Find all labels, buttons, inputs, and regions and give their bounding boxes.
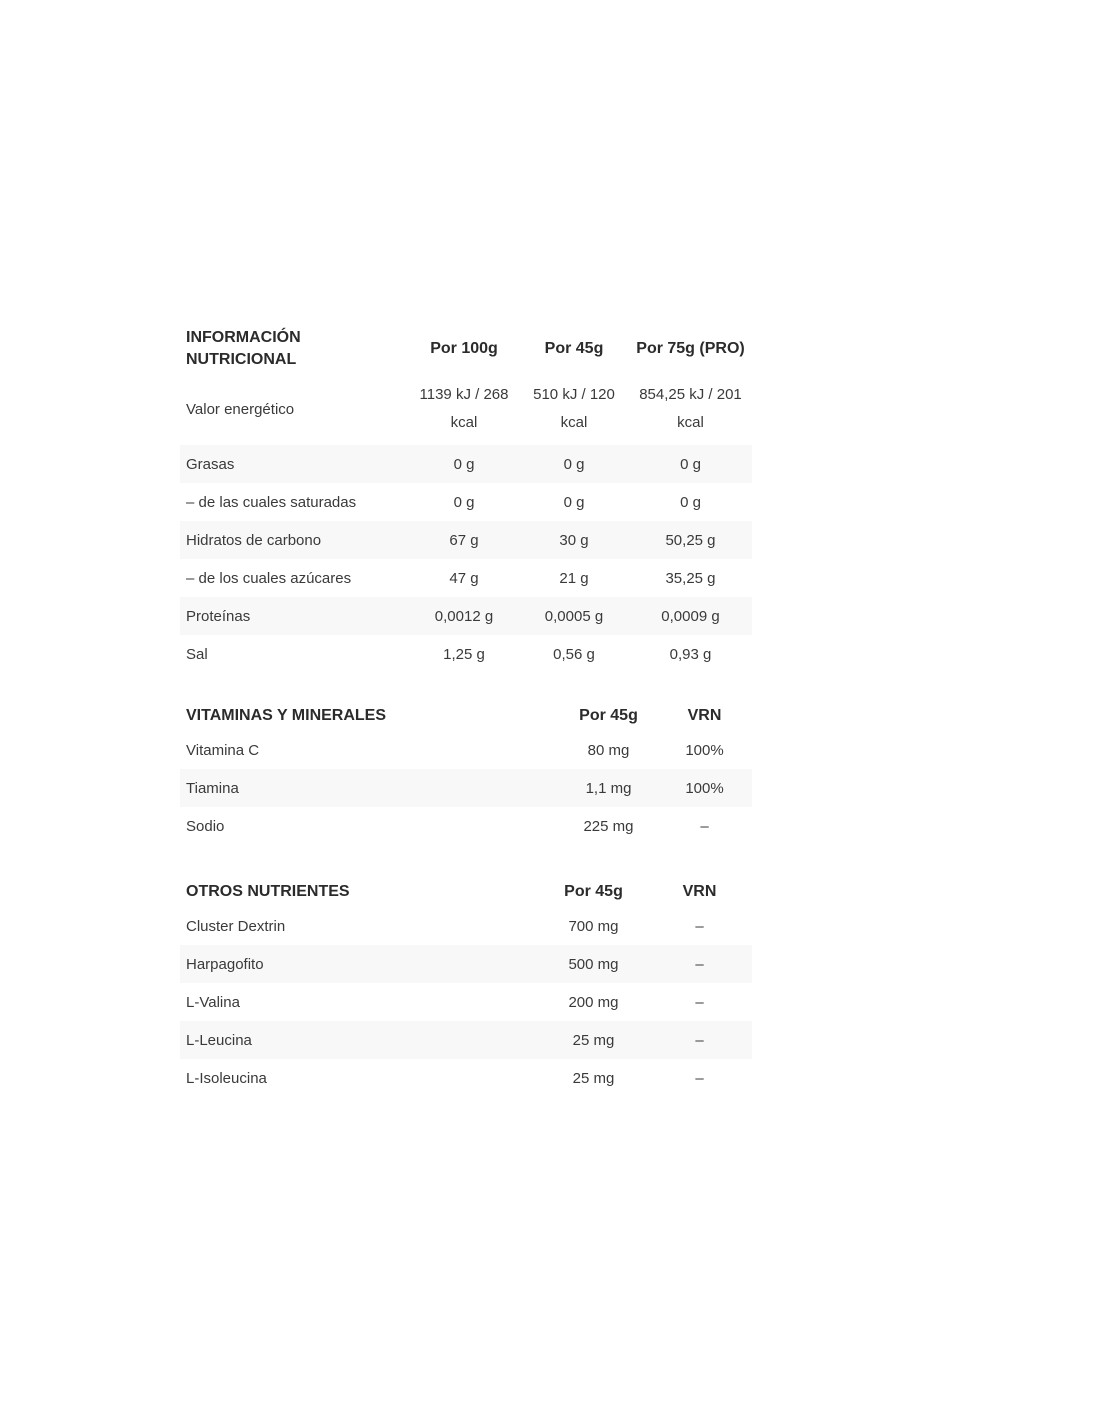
other-nutrients-table <box>180 877 752 1097</box>
nutrition-document <box>180 325 752 1097</box>
cell-value: 25 mg <box>572 1031 615 1049</box>
table-row <box>180 559 752 597</box>
vitamins-table <box>180 701 752 845</box>
row-label: Cluster Dextrin <box>186 917 286 935</box>
cell-value: – <box>695 1069 704 1087</box>
row-label: Proteínas <box>186 607 251 625</box>
table-row <box>180 907 752 945</box>
table-row <box>180 769 752 807</box>
vitamins-table-header <box>180 701 752 731</box>
cell-value: 67 g <box>449 531 479 549</box>
cell-value: 0 g <box>453 455 475 473</box>
other-nutrients-header-label: OTROS NUTRIENTES <box>186 883 350 900</box>
cell-value: 0,93 g <box>669 645 712 663</box>
cell-value: 80 mg <box>587 741 630 759</box>
header-per-45g: Por 45g <box>579 707 638 724</box>
cell-value: – <box>695 955 704 973</box>
header-per-75g-pro: Por 75g (PRO) <box>636 340 745 357</box>
cell-value: 200 mg <box>568 993 619 1011</box>
cell-value: – <box>695 993 704 1011</box>
cell-value: 0 g <box>453 493 475 511</box>
table-row <box>180 597 752 635</box>
table-row <box>180 445 752 483</box>
table-row <box>180 635 752 673</box>
row-label: L-Leucina <box>186 1031 252 1049</box>
cell-value: 0 g <box>563 455 585 473</box>
cell-value: 225 mg <box>583 817 634 835</box>
cell-value: 700 mg <box>568 917 619 935</box>
other-nutrients-table-header <box>180 877 752 907</box>
row-label: Sal <box>186 645 208 663</box>
nutrition-header-label: INFORMACIÓN NUTRICIONAL <box>186 329 301 368</box>
table-row <box>180 983 752 1021</box>
cell-value: 0,0012 g <box>434 607 494 625</box>
table-row <box>180 521 752 559</box>
cell-value: 35,25 g <box>665 569 716 587</box>
row-label: – de las cuales saturadas <box>186 493 357 511</box>
cell-value: 100% <box>685 741 724 759</box>
cell-value: 854,25 kJ / 201 kcal <box>639 386 742 431</box>
row-label: Vitamina C <box>186 741 260 759</box>
cell-value: 0 g <box>680 493 701 511</box>
cell-value: 30 g <box>559 531 589 549</box>
vitamins-header-label: VITAMINAS Y MINERALES <box>186 707 387 724</box>
header-per-100g: Por 100g <box>430 340 498 357</box>
table-row <box>180 807 752 845</box>
cell-value: – <box>695 1031 704 1049</box>
row-label: L-Valina <box>186 993 240 1011</box>
cell-value: 0,56 g <box>553 645 595 663</box>
cell-value: 50,25 g <box>665 531 716 549</box>
cell-value: – <box>695 917 704 935</box>
header-per-45g: Por 45g <box>544 340 604 357</box>
cell-value: 1139 kJ / 268 kcal <box>419 386 509 431</box>
cell-value: 1,25 g <box>443 645 485 663</box>
nutrition-table <box>180 325 752 673</box>
cell-value: 21 g <box>559 569 589 587</box>
cell-value: 47 g <box>449 569 479 587</box>
row-label: Grasas <box>186 455 235 473</box>
header-per-45g: Por 45g <box>564 883 623 900</box>
nutrition-table-header <box>180 325 752 373</box>
cell-value: – <box>700 817 709 835</box>
cell-value: 0 g <box>563 493 585 511</box>
row-label: Sodio <box>186 817 225 835</box>
cell-value: 0 g <box>680 455 701 473</box>
cell-value: 100% <box>685 779 724 797</box>
cell-value: 0,0009 g <box>661 607 720 625</box>
row-label: Harpagofito <box>186 955 264 973</box>
header-vrn: VRN <box>682 883 717 900</box>
header-vrn: VRN <box>687 707 722 724</box>
cell-value: 500 mg <box>568 955 619 973</box>
table-row <box>180 1059 752 1097</box>
table-row <box>180 1021 752 1059</box>
table-row <box>180 945 752 983</box>
row-label: L-Isoleucina <box>186 1069 267 1087</box>
table-row <box>180 731 752 769</box>
cell-value: 0,0005 g <box>544 607 604 625</box>
cell-value: 510 kJ / 120 kcal <box>533 386 615 431</box>
cell-value: 1,1 mg <box>585 779 632 797</box>
row-label: – de los cuales azúcares <box>186 569 352 587</box>
table-row <box>180 483 752 521</box>
cell-value: 25 mg <box>572 1069 615 1087</box>
row-label: Hidratos de carbono <box>186 531 322 549</box>
table-row-energy <box>180 373 752 445</box>
row-label: Valor energético <box>186 400 295 418</box>
row-label: Tiamina <box>186 779 239 797</box>
